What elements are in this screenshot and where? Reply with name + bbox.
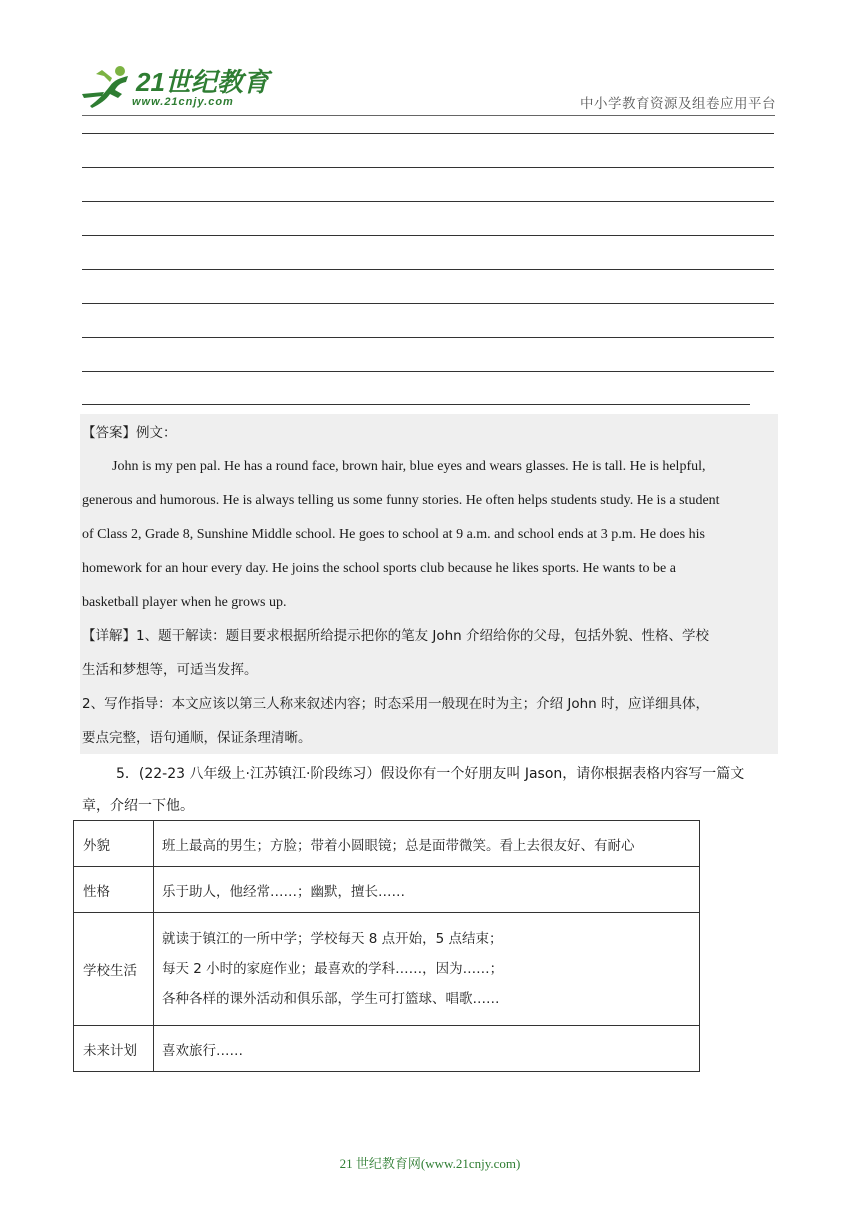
- row-content: 班上最高的男生；方脸；带着小圆眼镜；总是面带微笑。看上去很友好、有耐心: [154, 821, 700, 867]
- runner-logo-icon: [82, 64, 138, 112]
- writing-line: [82, 201, 774, 202]
- site-logo[interactable]: [82, 64, 269, 114]
- table-row: [74, 1026, 700, 1072]
- table-row: [74, 867, 700, 913]
- page-header: [0, 0, 860, 120]
- essay-line: basketball player when he grows up.: [82, 595, 287, 610]
- platform-title: 中小学教育资源及组卷应用平台: [580, 96, 776, 112]
- essay-line: of Class 2, Grade 8, Sunshine Middle school. He goes to school at 9 a.m. and school ends at 3 p.m. He does his: [82, 527, 705, 542]
- row-content-line: 就读于镇江的一所中学；学校每天 8 点开始，5 点结束；: [162, 931, 503, 947]
- row-label: 性格: [74, 867, 154, 913]
- detail-line: 【详解】1、题干解读：题目要求根据所给提示把你的笔友 John 介绍给你的父母，包括外貌、性格、学校: [82, 628, 710, 644]
- answer-tag: 【答案】例文：: [82, 425, 177, 441]
- info-table: [73, 820, 700, 1072]
- writing-line: [82, 337, 774, 338]
- question-line: 5．(22-23 八年级上·江苏镇江·阶段练习）假设你有一个好朋友叫 Jason，请你根据表格内容写一篇文: [116, 766, 745, 782]
- writing-line: [82, 269, 774, 270]
- row-content-line: 各种各样的课外活动和俱乐部，学生可打篮球、唱歌……: [162, 991, 500, 1007]
- writing-line: [82, 235, 774, 236]
- row-label: 学校生活: [74, 913, 154, 1026]
- logo-text: 21世纪教育: [136, 67, 269, 97]
- table-row: [74, 913, 700, 1026]
- table-row: [74, 821, 700, 867]
- row-label: 外貌: [74, 821, 154, 867]
- question-line: 章，介绍一下他。: [82, 798, 194, 814]
- row-content: 喜欢旅行……: [154, 1026, 700, 1072]
- page-footer[interactable]: 21 世纪教育网(www.21cnjy.com): [339, 1156, 521, 1171]
- writing-line: [82, 404, 750, 405]
- header-divider: [82, 115, 775, 116]
- writing-line: [82, 303, 774, 304]
- writing-line: [82, 371, 774, 372]
- logo-url: www.21cnjy.com: [132, 96, 234, 108]
- essay-line: homework for an hour every day. He joins the school sports club because he likes sports. He wants to be a: [82, 561, 676, 576]
- detail-line: 要点完整，语句通顺，保证条理清晰。: [82, 730, 312, 746]
- row-label: 未来计划: [74, 1026, 154, 1072]
- essay-line: John is my pen pal. He has a round face, brown hair, blue eyes and wears glasses. He is tall. He is helpful,: [112, 459, 706, 474]
- detail-line: 生活和梦想等，可适当发挥。: [82, 662, 258, 678]
- row-content: 乐于助人，他经常……；幽默，擅长……: [154, 867, 700, 913]
- writing-line: [82, 133, 774, 134]
- row-content: [154, 913, 700, 1026]
- detail-line: 2、写作指导：本文应该以第三人称来叙述内容；时态采用一般现在时为主；介绍 John 时，应详细具体，: [82, 696, 710, 712]
- writing-line: [82, 167, 774, 168]
- essay-line: generous and humorous. He is always telling us some funny stories. He often helps students study. He is a student: [82, 493, 720, 508]
- row-content-line: 每天 2 小时的家庭作业；最喜欢的学科……，因为……；: [162, 961, 504, 977]
